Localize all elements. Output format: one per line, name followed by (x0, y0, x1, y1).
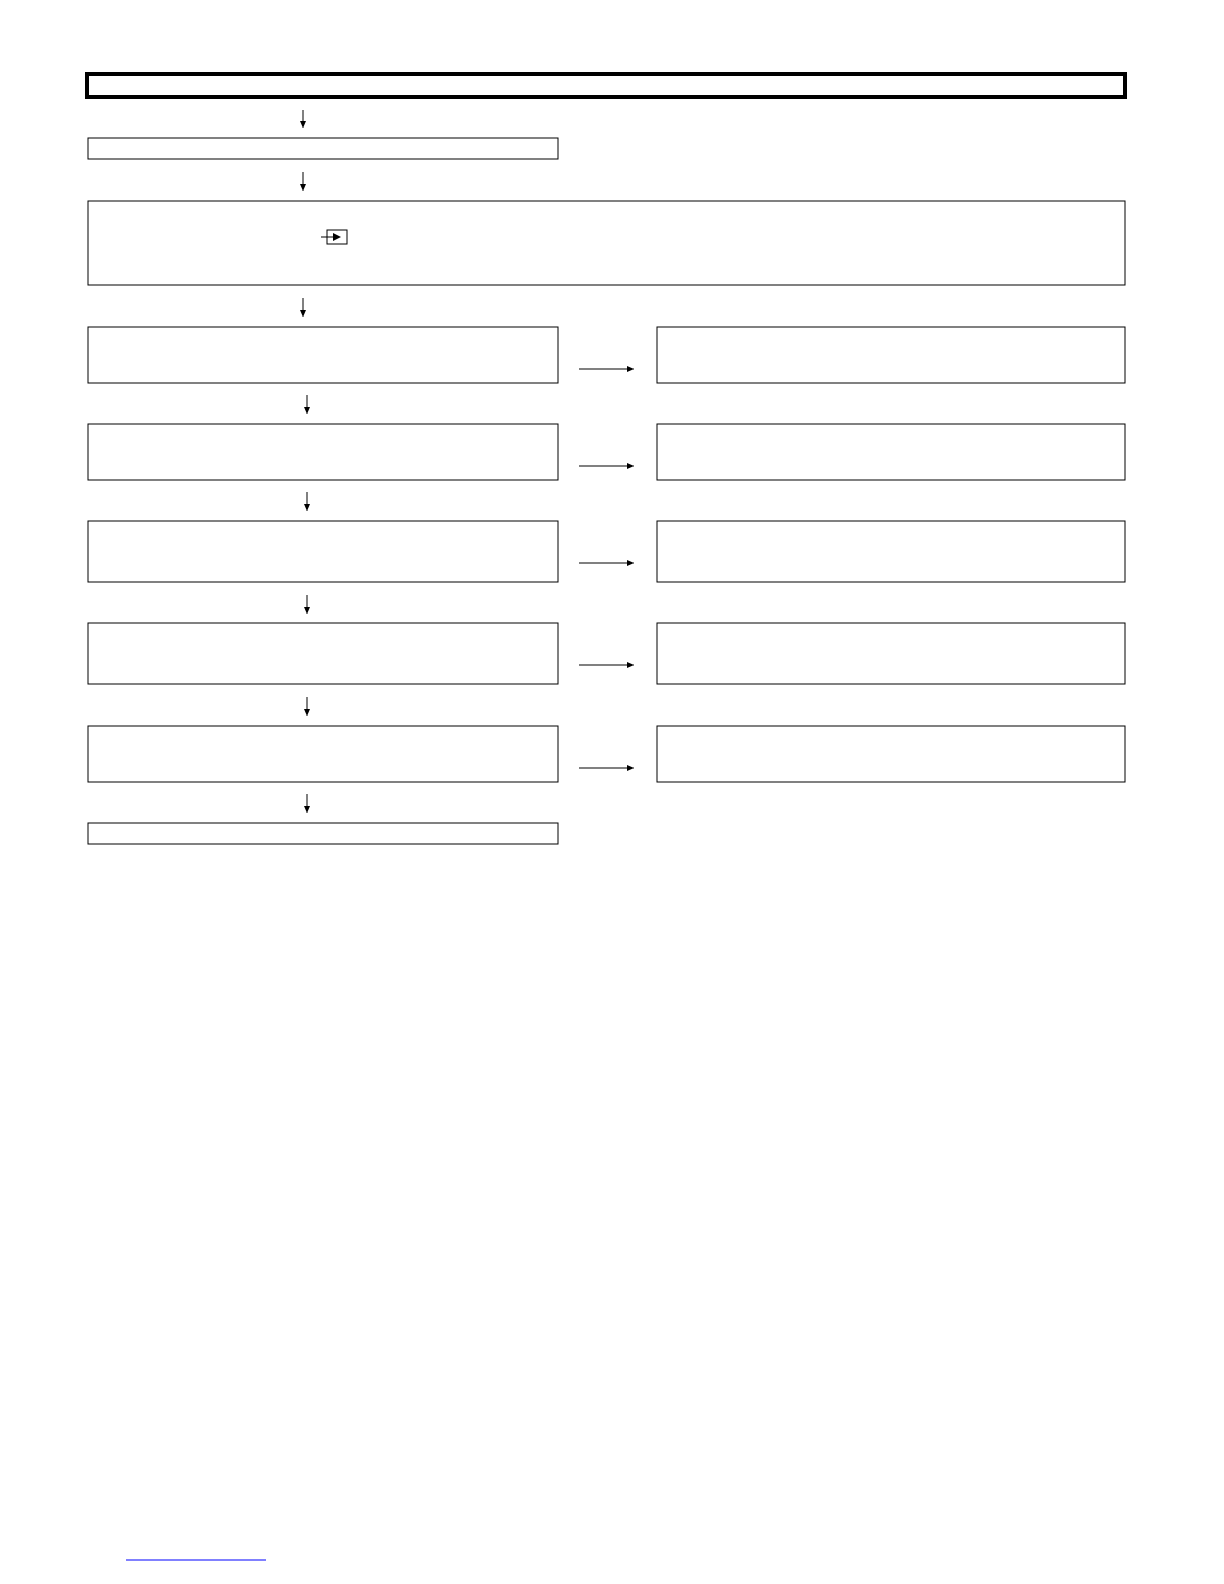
step-1-box (88, 138, 558, 159)
check-5-box (88, 726, 558, 782)
check-3-box (88, 521, 558, 582)
check-1-box (88, 327, 558, 383)
action-5-box (657, 726, 1125, 782)
check-2-box (88, 424, 558, 480)
title-bar (87, 74, 1125, 97)
step-2-box (88, 201, 1125, 285)
action-4-box (657, 623, 1125, 684)
action-1-box (657, 327, 1125, 383)
end-step-box (88, 823, 558, 844)
check-4-box (88, 623, 558, 684)
action-3-box (657, 521, 1125, 582)
action-2-box (657, 424, 1125, 480)
